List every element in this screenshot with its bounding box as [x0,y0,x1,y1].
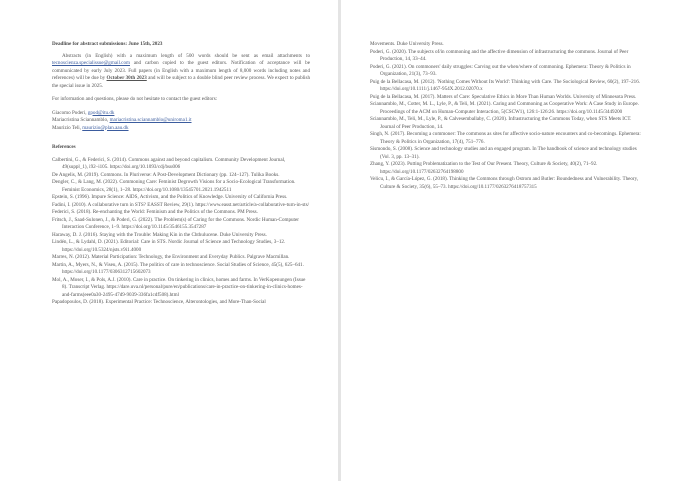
reference-entry: Poderi, G. (2020). The subjects of/in commoning and the affective dimension of infrastructuring the commons. Journal of Peer Production, 14, 33–44. [370,48,629,62]
contact-email-link[interactable]: gpod@itu.dk [87,109,115,116]
deadline-heading: Deadline for abstract submissions: June 15th, 2023 [52,41,163,47]
right-page-content [370,41,646,191]
references-list-left [52,157,310,307]
reference-entry: Marres, N. (2012). Material Participation: Technology, the Environment and Everyday Publics. Palgrave Macmillan. [52,254,290,260]
reference-entry: Fritsch, J., Saad-Sulonen, J., & Poderi, G. (2022). The Problem(s) of Caring for the Commons. Nordic Human-Computer Interaction Conference, 1–9. https://doi.org/10.1145/3546155.3547287 [52,216,299,230]
left-page [0,0,338,481]
contacts-list [52,110,310,133]
reference-entry: Movements. Duke University Press. [370,41,444,47]
reference-entry: Federici, S. (2018). Re-enchanting the World: Feminism and the Politics of the Commons. PM Press. [52,209,258,215]
reference-entry: Fadini, I. (2010). A collaborative turn in STS? EASST Review, 29(1). https://www.easst.net/article/a-collaborative-turn-in-sts/ [52,201,309,208]
submission-paragraph [52,53,310,91]
reference-entry: Sismondo, S. (2008). Science and technology studies and an engaged program. In The handbook of science and technology studies (Vol. 3, pp. 13–31). [370,146,637,160]
reference-entry: Haraway, D. J. (2016). Staying with the Trouble: Making Kin in the Chthulucene. Duke University Press. [52,231,267,238]
special-issue-email-link[interactable]: tecnoscienza.specialissue@gmail.com [52,60,130,66]
reference-entry: Sciannamblo, M., Cotter, M. L., Lyle, P., & Teli, M. (2021). Caring and Commoning as Cooperative Work: A Case Study in Europe. Proceedings of the ACM on Human-Computer Interaction, 5(CSCW1), 126:1-126:26. https://doi.org/10.1145/3449200 [370,101,639,115]
reference-entry: Zhang, Y. (2023). Putting Problematization to the Test of Our Present. Theory, Culture & Society, 40(2), 71–92. https://doi.org/10.1177/02632764198800 [370,161,598,175]
reference-entry: Singh, N. (2017). Becoming a commoner: The commons as sites for affective socio-nature encounters and co-becomings. Ephemera: Theory & Politics in Organization, 17(4), 751–776. [370,131,641,145]
reference-entry: Poderi, G. (2021). On commoners' daily struggles: Carving out the when/where of commoning. Ephemera: Theory & Politics in Organization, 21(3), 73–93. [370,63,631,77]
reference-entry: Puig de la Bellacasa, M. (2012). 'Nothing Comes Without Its World': Thinking with Care. The Sociological Review, 60(2), 197–216. https://doi.org/10.1111/j.1467-954X.2012.02070.x [370,78,641,92]
reference-entry: Papadopoulos, D. (2018). Experimental Practice: Technoscience, Alterontologies, and More-Than-Social [52,299,266,305]
reference-entry: Epstein, S. (1996). Impure Science: AIDS, Activism, and the Politics of Knowledge. University of California Press. [52,194,288,200]
para1-text-c: and will be subject to a double blind peer review process. We expect to publish the special issue in 2025. [52,75,310,89]
para1-text-a: Abstracts (in English) with a maximum length of 500 words should be sent as email attachments to [62,52,310,59]
references-heading: References [52,144,76,150]
deadline-date: October 30th 2023 [106,75,147,81]
contact-name: Maurizio Teli, [52,124,83,131]
reference-entry: Mol, A., Moser, I., & Pols, A.J. (2010). Care in practice. On tinkering in clinics, homes and farms. In VerKopenungen (Issue 8). Transcript Verlag. https://dare.uva.nl/personal/pure/en/publications/care-in-practice-on-tinkering-in-clinics-homes-and-farms(eee0a30-2495-47d9-9039-336fa1cdf508).html [52,276,306,298]
reference-entry: Dengler, C., & Lang, M. (2022). Commoning Care: Feminist Degrowth Visions for a Socio-Ecological Transformation. Feminist Economics, 28(1), 1–28. https://doi.org/10.1080/13545701.2021.1942511 [52,179,296,193]
reference-entry: Puig de la Bellacasa, M. (2017). Matters of Care: Speculative Ethics in More Than Human Worlds. University of Minnesota Press. [370,93,637,100]
reference-entry: De Angelis, M. (2019). Commons. In Pluriverse: A Post-Development Dictionary (pp. 124–127). Tulika Books. [52,171,280,178]
contact-email-link[interactable]: mariacristina.sciannamblo@uniroma1.it [109,117,192,123]
contact-name: Giacomo Poderi, [52,109,88,116]
contact-poderi [52,110,310,118]
reference-entry: Sciannamblo, M., Teli, M., Lyle, P., & Calvesemballaby, C. (2020). Infrastructuring the Commons Today, when STS Meets ICT. Journal of Peer Production, 14. [370,116,632,130]
reference-entry: Martin, A., Myers, N., & Viseu, A. (2015). The politics of care in technoscience. Social Studies of Science, 45(5), 625–641. https://doi.org/10.1177/0306312715602073 [52,261,304,275]
contact-sciannamblo [52,117,310,125]
right-page [341,0,680,481]
reference-entry: Calbertini, G., & Federici, S. (2014). Commons against and beyond capitalism. Community Development Journal, 49(suppl_1), i92–i105. https://doi.org/10.1093/cdj/bsu006 [52,156,286,170]
contact-intro: For information and questions, please do not hesitate to contact the guest editors: [52,96,218,102]
left-page-content [52,41,310,307]
contact-email-link[interactable]: maurizio@plan.aau.dk [82,124,129,131]
contact-teli [52,125,310,133]
reference-entry: Lindén, L., & Lydahl, D. (2021). Editorial: Care in STS. Nordic Journal of Science and Technology Studies, 3–12. https://doi.org/10.5324/njsts.v9i1.4000 [52,239,286,253]
contact-name: Mariacristina Sciannamblo, [52,117,110,123]
para1-text-b: and carbon copied to the guest editors. Notification of acceptance will be communicated by early July 2023. Full papers (in English with a maximum length of 8,000 words including notes and references) will be due by [52,60,310,81]
references-list-right [370,41,646,191]
reference-entry: Velicu, I., & García-López, G. (2018). Thinking the Commons through Ostrom and Butler: Boundedness and Vulnerability. Theory, Culture & Society, 35(6), 55–73. https://doi.org/10.1177/0263276418757315 [370,176,639,190]
